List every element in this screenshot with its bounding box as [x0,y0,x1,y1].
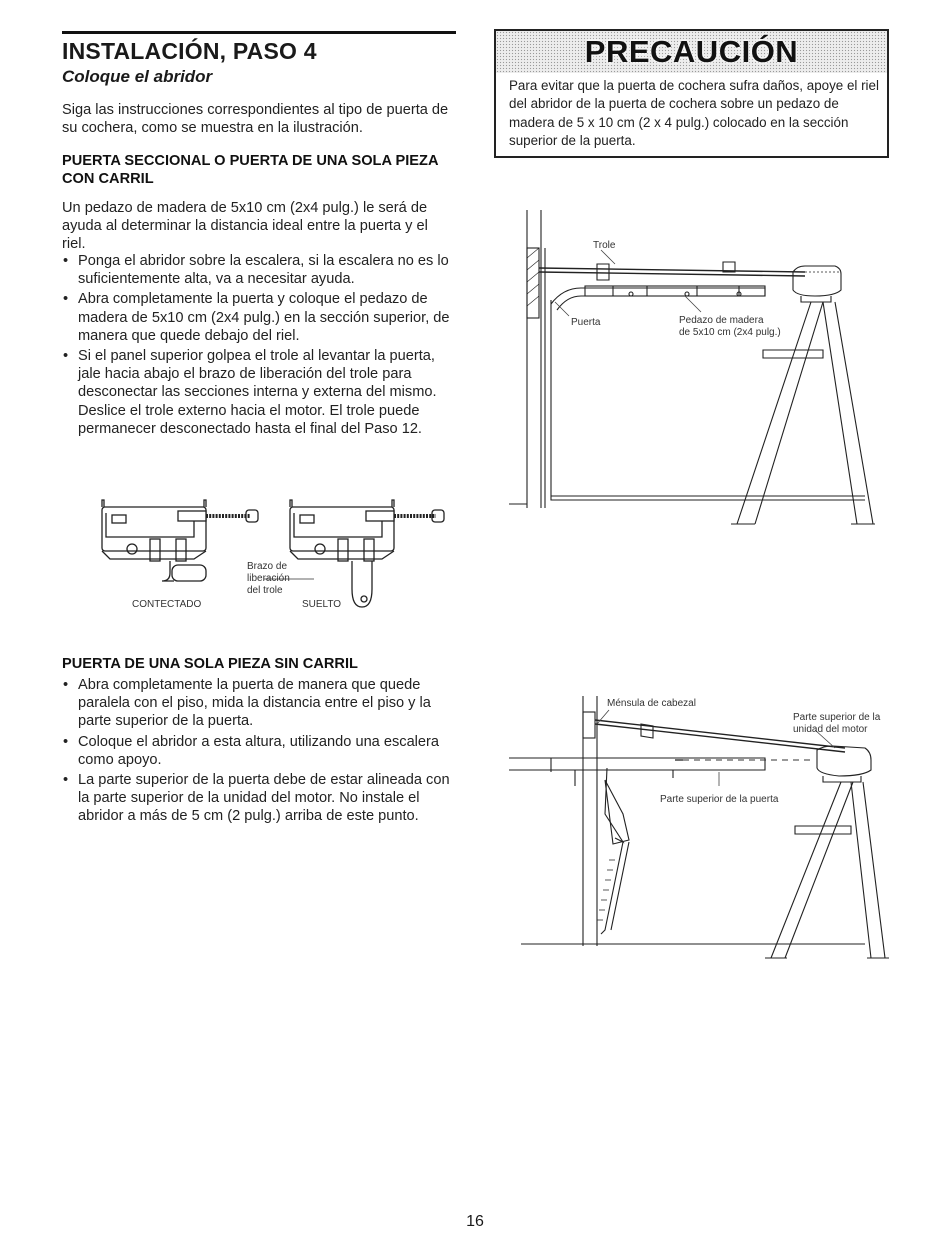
motor-top-label-line: unidad del motor [793,724,868,735]
motor-unit [817,746,871,776]
trolley-connected [102,500,258,581]
list-item: • Si el panel superior golpea el trole al levantar la puerta, jale hacia abajo el brazo de liberación del trole para desconectar las secciones interna y externa del mismo. Deslice el trole externo hacia el motor. El trole puede permanecer desconectado hasta el final del Paso 12. [62,347,454,438]
caution-text: Para evitar que la puerta de cochera sufra daños, apoye el riel del abridor de la puerta de cochera sobre un pedazo de madera de 5 x 10 cm (2 x 4 pulg.) colocado en la sección superior de la puerta. [509,78,879,149]
section-title: INSTALACIÓN, PASO 4 [62,38,317,64]
sectional-door-steps [62,252,454,440]
sectional-door-figure [505,200,895,530]
release-arm-label-line: del trole [247,585,283,596]
door-track [551,288,765,310]
one-piece-door-figure [505,690,895,970]
motor-unit [793,266,841,296]
page-number: 16 [466,1213,484,1230]
wood-label-line: de 5x10 cm (2x4 pulg.) [679,327,781,338]
door-top-label: Parte superior de la puerta [660,794,779,805]
svg-text:Brazo de liberación de [247,561,293,596]
list-item: • Ponga el abridor sobre la escalera, si la escalera no es lo suficientemente alta, va a necesitar ayuda. [62,252,454,288]
ladder-leg-back [851,782,885,958]
trolley-label: Trole [593,240,616,251]
door-top-edge [509,758,765,770]
section-subtitle: Coloque el abridor [62,67,213,86]
sectional-door-heading: PUERTA SECCIONAL O PUERTA DE UNA SOLA PIEZA CON CARRIL [62,153,438,187]
caution-title: PRECAUCIÓN [584,34,799,69]
door-spring [601,842,629,934]
header-bracket [583,712,595,738]
one-piece-door-heading: PUERTA DE UNA SOLA PIEZA SIN CARRIL [62,656,358,672]
wall-lines [527,210,545,508]
sectional-door-paragraph: Un pedazo de madera de 5x10 cm (2x4 pulg.) le será de ayuda al determinar la distancia ideal entre la puerta y el riel. [62,200,428,253]
list-item: • Coloque el abridor a esta altura, utilizando una escalera como apoyo. [62,733,454,769]
svg-text:Parte superior de la unida [793,712,883,735]
header-bracket [527,248,539,318]
trolley-loose [290,500,444,607]
list-item: • Abra completamente la puerta de manera que quede paralela con el piso, mida la distancia entre el piso y la parte superior de la puerta. [62,676,454,731]
list-item: • La parte superior de la puerta debe de estar alineada con la parte superior de la unidad del motor. No instale el abridor a más de 5 cm (2 pulg.) arriba de este punto. [62,771,454,826]
title-rule [62,31,456,34]
release-arm-label-line: liberación [247,573,290,584]
ladder-leg-back [823,302,873,524]
list-item: • Abra completamente la puerta y coloque el pedazo de madera de 5x10 cm (2x4 pulg.) en la sección superior, de manera que quede debajo del riel. [62,290,454,345]
svg-text:Pedazo de madera de 5x10 c [679,315,781,338]
header-bracket-label: Ménsula de cabezal [607,698,696,709]
trolley-release-figure [90,495,460,625]
trolley [597,264,609,280]
connected-label: CONTECTADO [132,599,202,610]
rail [539,268,805,276]
door-label: Puerta [571,317,601,328]
release-arm-label-line: Brazo de [247,561,288,572]
intro-paragraph: Siga las instrucciones correspondientes al tipo de puerta de su cochera, como se muestra en la ilustración. [62,102,449,137]
loose-label: SUELTO [302,599,342,610]
one-piece-door-steps [62,676,454,828]
motor-top-label-line: Parte superior de la [793,712,881,723]
wood-label-line: Pedazo de madera [679,315,764,326]
ladder-leg-front [771,782,853,958]
